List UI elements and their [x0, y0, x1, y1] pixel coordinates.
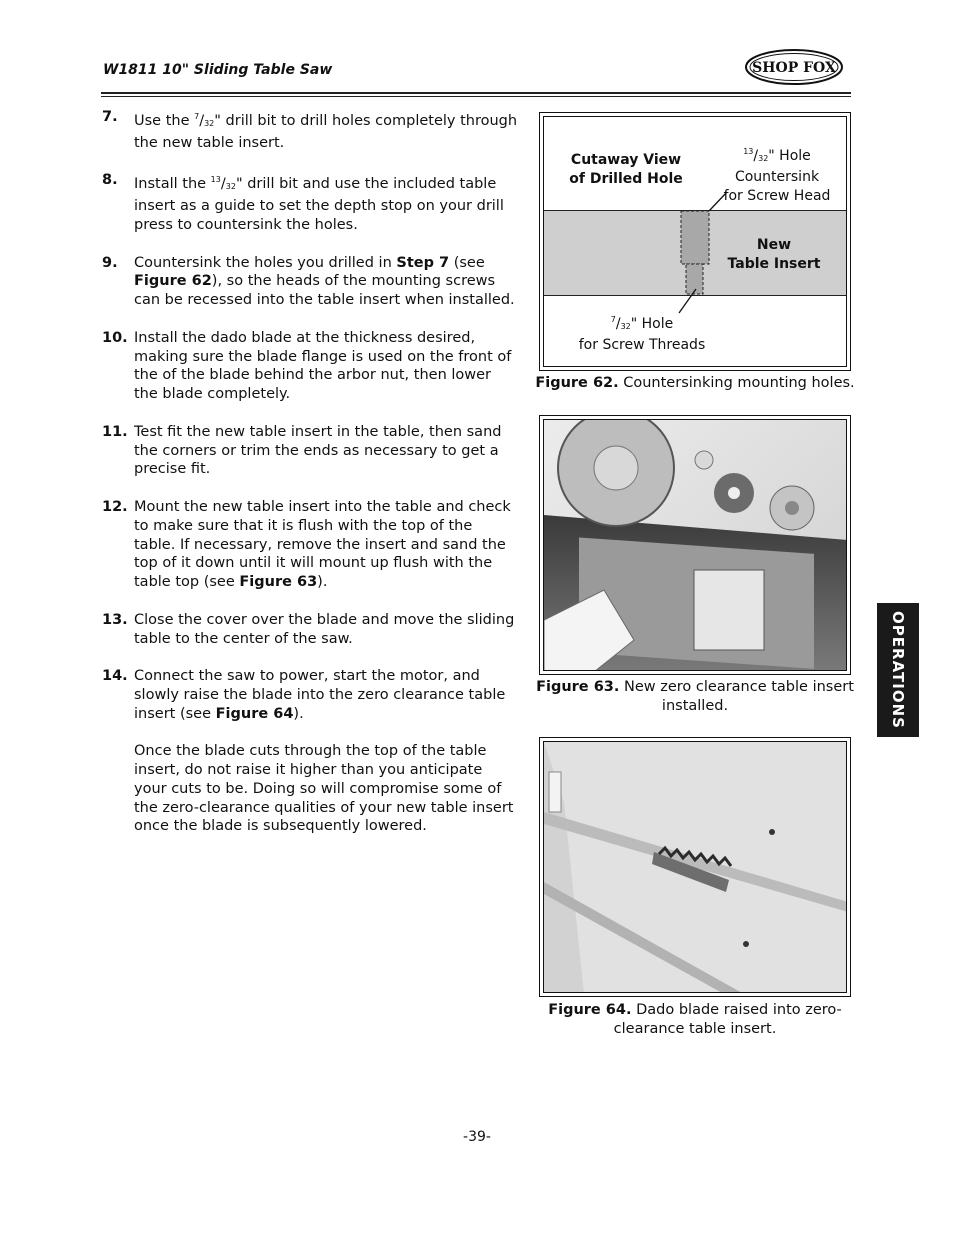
thread-hole-label: $^7/_{32}$" Hole for Screw Threads [578, 315, 706, 353]
step-11: 11. Test fit the new table insert in the table, then sand the corners or trim the ends as necessary to get a precise fit. [102, 423, 502, 478]
instruction-steps [102, 108, 518, 855]
figure-64-photo [539, 737, 851, 997]
step-10: 10. Install the dado blade at the thickness desired, making sure the blade flange is used on the front of the of the blade behind the arbor nut, then lower the blade completely. [102, 329, 512, 403]
step-7: 7. Use the $^7/_{32}$" drill bit to drill holes completely through the new table insert. [102, 109, 518, 151]
countersink-label: $^{13}/_{32}$" Hole Countersink for Screw Head [723, 147, 831, 204]
figure-63-caption: Figure 63. New zero clearance table insert installed. [536, 679, 854, 714]
figure-62-cutaway-diagram [539, 112, 851, 371]
figure-63-photo [539, 415, 851, 675]
step-13: 13. Close the cover over the blade and move the sliding table to the center of the saw. [102, 611, 515, 647]
figure-64-caption: Figure 64. Dado blade raised into zero-clearance table insert. [548, 1002, 842, 1037]
section-tab-operations: OPERATIONS [877, 603, 919, 737]
shop-fox-logo [744, 47, 844, 87]
new-insert-label: New Table Insert [727, 237, 821, 272]
header-rule [101, 92, 851, 94]
dado-blade-photo [544, 742, 847, 993]
step-12: 12. Mount the new table insert into the table and check to make sure that it is flush with the top of the table. If necessary, remove the insert and sand the top of it down until it will mount up flush with the table top (see Figure 63). [102, 498, 511, 591]
step-8: 8. Install the $^{13}/_{32}$" drill bit and use the included table insert as a guide to set the depth stop on your drill press to countersink the holes. [102, 172, 504, 233]
header-title: W1811 10" Sliding Table Saw [103, 62, 333, 78]
step-14: 14. Connect the saw to power, start the motor, and slowly raise the blade into the zero clearance table insert (see Figure 64). Once the blade cuts through the top of the table insert, do not raise it higher than you anticipate your cuts to be. Doing so will compromise some of the zero-clearance qualities of your new table insert once the blade is subsequently lowered. [102, 668, 514, 835]
page-number: -39- [463, 1129, 491, 1145]
table-insert-photo [544, 420, 847, 671]
figure-62-caption: Figure 62. Countersinking mounting holes. [535, 375, 855, 391]
header-rule [101, 96, 851, 97]
step-9: 9. Countersink the holes you drilled in Step 7 (see Figure 62), so the heads of the mounting screws can be recessed into the table insert when installed. [102, 254, 515, 309]
svg-text:SHOP FOX: SHOP FOX [752, 60, 836, 76]
cutaway-label: Cutaway View of Drilled Hole [569, 152, 683, 187]
